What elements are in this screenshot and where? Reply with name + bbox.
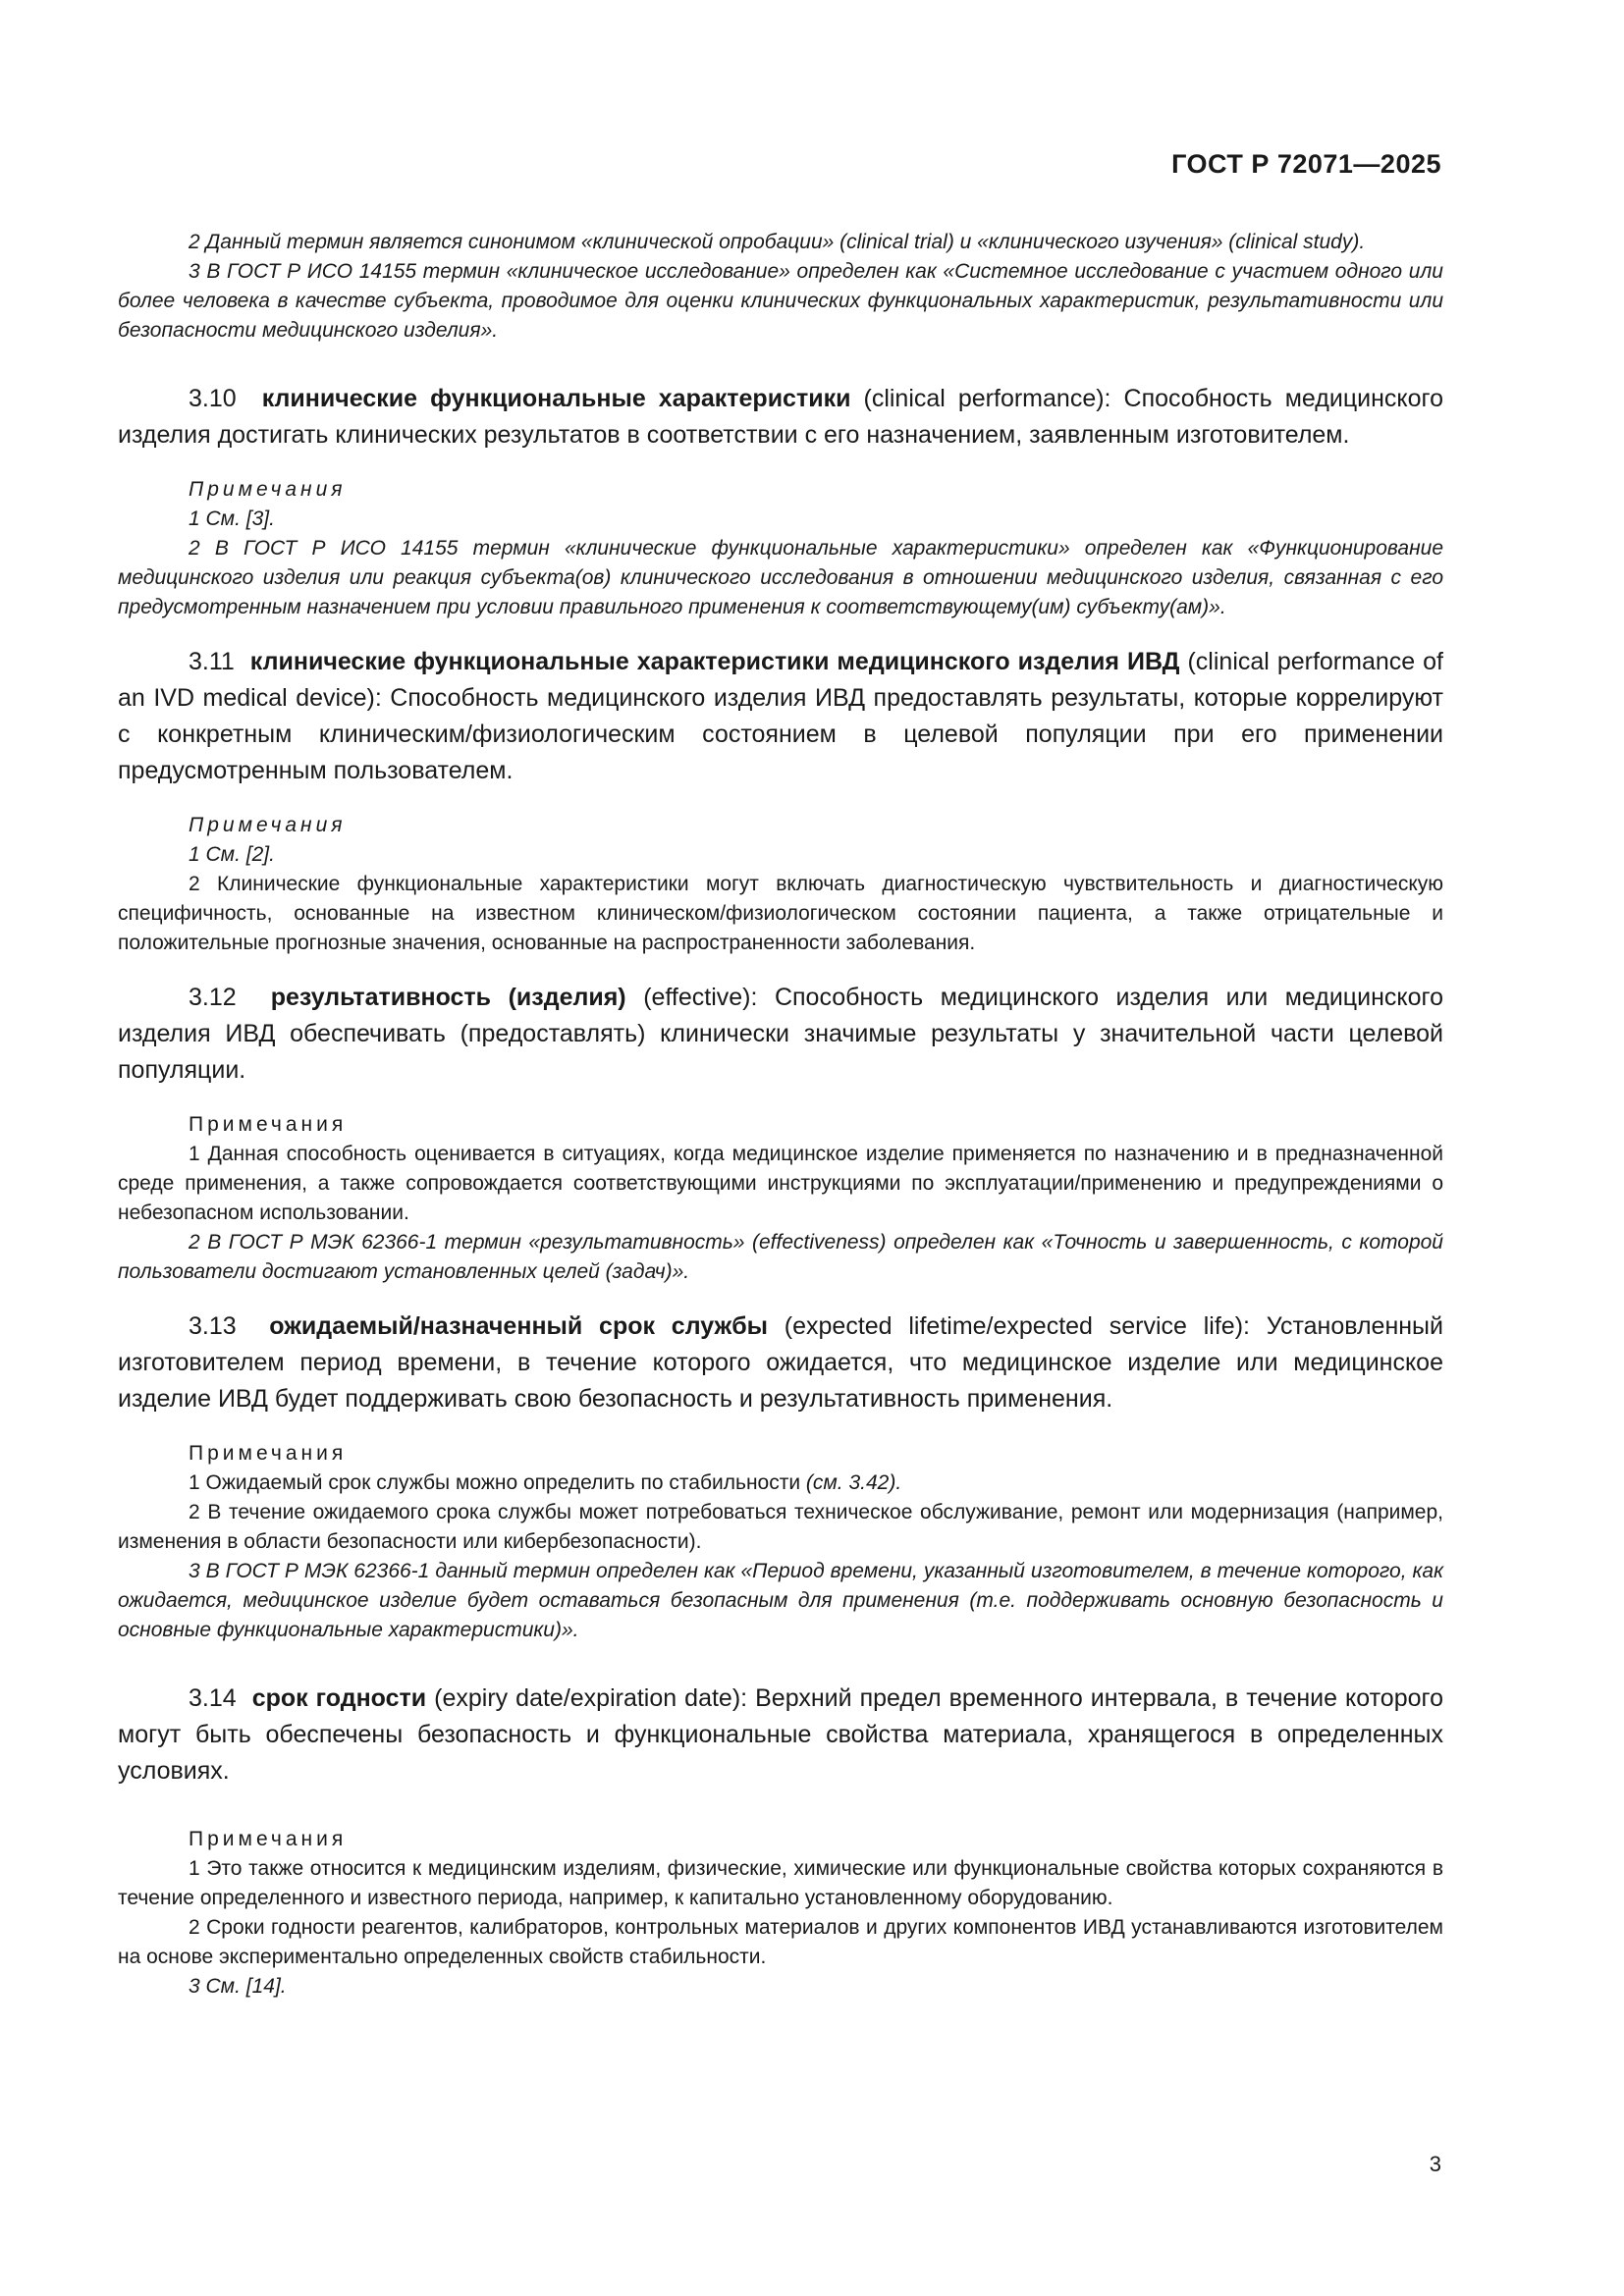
top-notes — [118, 228, 1443, 346]
term-title: срок годности — [251, 1684, 427, 1712]
notes-heading: Примечания — [189, 1828, 348, 1850]
note-item: 2 Данный термин является синонимом «клинической опробации» (clinical trial) и «клинического изучения» (clinical study). — [189, 231, 1366, 253]
note-item: 1 См. [2]. — [189, 843, 275, 866]
note-item: 2 Сроки годности реагентов, калибраторов, контрольных материалов и других компонентов ИВД устанавливаются изготовителем на основе экспериментально определенных свойств стабильности. — [118, 1916, 1443, 1968]
term-definition: (expiry date/expiration date): Верхний предел временного интервала, в течение которого могут быть обеспечены безопасность и функциональные свойства материала, хранящегося в определенных условиях. — [118, 1684, 1443, 1785]
note-item: 3 В ГОСТ Р ИСО 14155 термин «клиническое исследование» определен как «Системное исследование с участием одного или более человека в качестве субъекта, проводимое для оценки клинических функциональных характеристик, результативности или безопасности медицинского изделия». — [118, 260, 1443, 342]
term-definition: (clinical performance): Способность медицинского изделия достигать клинических результатов в соответствии с его назначением, заявленным изготовителем. — [118, 385, 1444, 449]
note-item: 2 В ГОСТ Р МЭК 62366-1 термин «результативность» (effectiveness) определен как «Точность и завершенность, с которой пользователи достигают установленных целей (задач)». — [118, 1231, 1443, 1283]
term-entry-3-12 — [118, 980, 1443, 1089]
document-header: ГОСТ Р 72071—2025 — [1171, 149, 1441, 179]
term-title: клинические функциональные характеристики медицинского изделия ИВД — [249, 648, 1180, 675]
term-entry-3-10 — [118, 381, 1443, 454]
term-number: 3.10 — [189, 385, 237, 412]
term-number: 3.11 — [189, 648, 235, 675]
term-definition: (clinical performance of an IVD medical device): Способность медицинского изделия ИВД предоставлять результаты, которые коррелируют с конкретным клиническим/физиологическим состоянием в целевой популяции при его применении предусмотренным пользователем. — [118, 648, 1443, 784]
term-title: клинические функциональные характеристики — [261, 385, 851, 412]
notes-3-11 — [118, 811, 1443, 958]
note-text: 1 Ожидаемый срок службы можно определить по стабильности — [189, 1471, 801, 1494]
note-item — [118, 1468, 1443, 1498]
term-entry-3-11 — [118, 644, 1443, 789]
notes-3-13 — [118, 1439, 1443, 1645]
note-item: 3 См. [14]. — [189, 1975, 287, 1998]
notes-heading: Примечания — [189, 1442, 348, 1465]
note-item: 1 См. [3]. — [189, 507, 275, 530]
note-item: 1 Это также относится к медицинским изделиям, физические, химические или функциональные свойства которых сохраняются в течение определенного и известного периода, например, к капитально установленному оборудованию. — [118, 1857, 1443, 1909]
term-definition: (expected lifetime/expected service life): Установленный изготовителем период времени, в течение которого ожидается, что медицинское изделие или медицинское изделие ИВД будет поддерживать свою безопасность и результативность применения. — [118, 1312, 1443, 1413]
term-number: 3.12 — [189, 984, 237, 1011]
notes-heading: Примечания — [189, 478, 347, 501]
note-item: 3 В ГОСТ Р МЭК 62366-1 данный термин определен как «Период времени, указанный изготовителем, в течение которого, как ожидается, медицинское изделие будет оставаться безопасным для применения (т.е. поддерживать основную безопасность и основные функциональные характеристики)». — [118, 1560, 1443, 1641]
term-title: ожидаемый/назначенный срок службы — [269, 1312, 768, 1340]
term-definition: (effective): Способность медицинского изделия или медицинского изделия ИВД обеспечивать (предоставлять) клинически значимые результаты у значительной части целевой популяции. — [118, 984, 1443, 1084]
term-number: 3.14 — [189, 1684, 237, 1712]
notes-3-14 — [118, 1825, 1443, 2002]
note-item: 2 Клинические функциональные характеристики могут включать диагностическую чувствительность и диагностическую специфичность, основанные на известном клиническом/физиологическом состоянии пациента, а также отрицательные и положительные прогнозные значения, основанные на распространенности заболевания. — [118, 873, 1443, 954]
notes-heading: Примечания — [189, 1113, 348, 1136]
page-number: 3 — [1429, 2152, 1441, 2176]
note-item: 2 В течение ожидаемого срока службы может потребоваться техническое обслуживание, ремонт или модернизация (например, изменения в области безопасности или кибербезопасности). — [118, 1501, 1443, 1553]
notes-3-12 — [118, 1110, 1443, 1287]
note-reference: (см. 3.42). — [800, 1471, 902, 1494]
note-item: 2 В ГОСТ Р ИСО 14155 термин «клинические функциональные характеристики» определен как «Функционирование медицинского изделия или реакция субъекта(ов) клинического исследования в отношении медицинского изделия, связанная с его предусмотренным назначением при условии правильного применения к соответствующему(им) субъекту(ам)». — [118, 537, 1443, 618]
term-entry-3-14 — [118, 1681, 1443, 1789]
term-entry-3-13 — [118, 1308, 1443, 1417]
notes-heading: Примечания — [189, 814, 347, 836]
document-body — [118, 228, 1443, 2002]
term-number: 3.13 — [189, 1312, 237, 1340]
note-item: 1 Данная способность оценивается в ситуациях, когда медицинское изделие применяется по назначению и в предназначенной среде применения, а также сопровождается соответствующими инструкциями по эксплуатации/применению и предупреждениями о небезопасном использовании. — [118, 1143, 1443, 1224]
term-title: результативность (изделия) — [270, 984, 626, 1011]
notes-3-10 — [118, 475, 1443, 622]
